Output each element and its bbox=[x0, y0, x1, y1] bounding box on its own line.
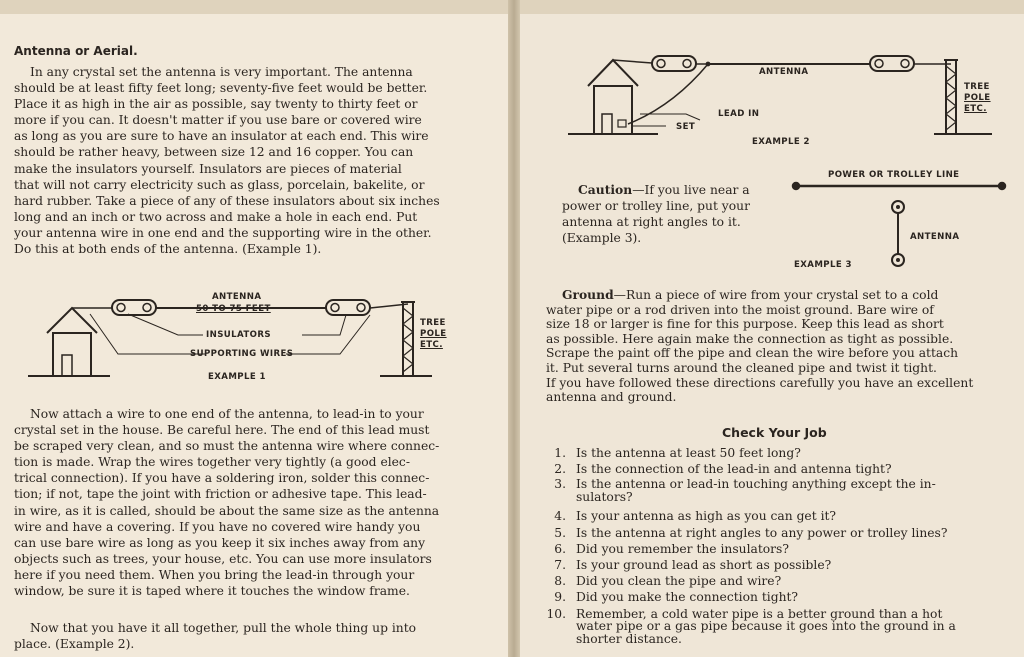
example-2-diagram bbox=[568, 48, 1008, 142]
ex1-insulators-label: INSULATORS bbox=[206, 330, 271, 340]
item-text: Is the connection of the lead-in and antenna tight? bbox=[576, 462, 892, 477]
tree-line: POLE bbox=[420, 329, 447, 339]
text-line: as possible. Here again make the connection as tight as possible. bbox=[546, 331, 954, 346]
tree-line: POLE bbox=[964, 93, 991, 103]
text-line: make the insulators yourself. Insulators are pieces of material bbox=[14, 161, 402, 176]
text-line: long and an inch or two across and make a hole in each end. Put bbox=[14, 209, 418, 224]
text-line: antenna at right angles to it. bbox=[562, 215, 741, 230]
text-line: that will not carry electricity such as glass, porcelain, bakelite, or bbox=[14, 177, 425, 192]
ex1-caption: EXAMPLE 1 bbox=[208, 372, 266, 382]
ex2-antenna-label: ANTENNA bbox=[759, 67, 809, 77]
list-item bbox=[540, 589, 1010, 605]
text-line: size 18 or larger is fine for this purpose. Keep this lead as short bbox=[546, 317, 944, 332]
leadin-paragraph bbox=[14, 406, 496, 599]
text-line: (Example 3). bbox=[562, 231, 642, 246]
list-item bbox=[540, 608, 1010, 646]
ex2-tree-label bbox=[964, 82, 991, 115]
text-line: hard rubber. Take a piece of any of these insulators about six inches bbox=[14, 193, 440, 208]
text-line: tion is made. Wrap the wires together very tightly (a good elec- bbox=[14, 455, 410, 470]
text-line: be scraped very clean, and so must the antenna wire where connec- bbox=[14, 439, 440, 454]
insulator-right bbox=[326, 300, 370, 315]
example-3-diagram bbox=[786, 176, 1008, 272]
text-line: Do this at both ends of the antenna. (Example 1). bbox=[14, 242, 322, 257]
text-line bbox=[562, 182, 784, 198]
tree-line: TREE bbox=[964, 82, 990, 92]
caution-paragraph bbox=[562, 182, 784, 246]
text-line: Scrape the paint off the pipe and clean the wire before you attach bbox=[546, 346, 959, 361]
ground-paragraph bbox=[546, 288, 1008, 405]
item-text: shorter distance. bbox=[576, 631, 682, 646]
text-line: as long as you are sure to have an insulator at each end. This wire bbox=[14, 129, 429, 144]
list-item bbox=[540, 541, 1010, 557]
text-line: In any crystal set the antenna is very important. The antenna bbox=[30, 65, 413, 79]
item-number: 1. bbox=[554, 446, 566, 460]
item-number: 4. bbox=[554, 509, 566, 524]
text-line: crystal set in the house. Be careful here. The end of this lead must bbox=[14, 423, 430, 438]
page-gutter bbox=[508, 0, 520, 657]
text-line: in wire, as it is called, should be about the same size as the antenna bbox=[14, 503, 440, 518]
text-line: place. (Example 2). bbox=[14, 637, 135, 652]
text-line: antenna and ground. bbox=[546, 390, 677, 405]
text-line: more if you can. It doesn't matter if you use bare or covered wire bbox=[14, 113, 422, 128]
list-item bbox=[540, 478, 1010, 504]
ground-text: —Run a piece of wire from your crystal set to a cold bbox=[613, 288, 939, 302]
text-line bbox=[546, 288, 1008, 303]
text-line: should be at least fifty feet long; seventy-five feet would be better. bbox=[14, 81, 428, 96]
item-text: Is the antenna at right angles to any power or trolley lines? bbox=[576, 525, 948, 540]
ex1-tree-label bbox=[420, 318, 447, 351]
text-line: objects such as trees, your house, etc. You can use more insulators bbox=[14, 551, 432, 566]
item-number: 7. bbox=[554, 558, 566, 573]
text-line: tion; if not, tape the joint with friction or adhesive tape. This lead- bbox=[14, 487, 427, 502]
list-item bbox=[540, 557, 1010, 573]
item-number: 3. bbox=[554, 477, 566, 492]
final-paragraph bbox=[14, 620, 496, 652]
item-number: 6. bbox=[554, 541, 566, 556]
text-line: trical connection). If you have a soldering iron, solder this connec- bbox=[14, 471, 430, 486]
text-line: Now attach a wire to one end of the antenna, to lead-in to your bbox=[30, 407, 424, 421]
check-your-job-title: Check Your Job bbox=[722, 425, 827, 440]
item-number: 5. bbox=[554, 525, 566, 540]
item-number: 2. bbox=[554, 462, 566, 477]
text-line: window, be sure it is taped where it touches the window frame. bbox=[14, 584, 410, 599]
text-line: your antenna wire in one end and the supporting wire in the other. bbox=[14, 225, 432, 240]
text-line: Place it as high in the air as possible, say twenty to thirty feet or bbox=[14, 97, 418, 112]
item-text: Is your antenna as high as you can get it? bbox=[576, 509, 837, 524]
item-text: Remember, a cold water pipe is a better ground than a hot bbox=[576, 606, 943, 621]
ex3-power-label: POWER OR TROLLEY LINE bbox=[828, 170, 960, 180]
text-line: Now that you have it all together, pull the whole thing up into bbox=[30, 621, 417, 635]
list-item bbox=[540, 573, 1010, 589]
caution-text: —If you live near a bbox=[632, 183, 750, 197]
text-line: it. Put several turns around the cleaned pipe and twist it tight. bbox=[546, 360, 937, 375]
text-line: wire and have a covering. If you have no covered wire handy you bbox=[14, 519, 421, 534]
ex2-set-label: SET bbox=[676, 122, 696, 132]
item-text: water pipe or a gas pipe because it goes into the ground in a bbox=[576, 619, 956, 634]
text-line: here if you need them. When you bring the lead-in through your bbox=[14, 567, 415, 582]
text-line: water pipe or a rod driven into the moist ground. Bare wire of bbox=[546, 302, 934, 317]
ex1-supporting-label: SUPPORTING WIRES bbox=[190, 349, 294, 359]
list-item bbox=[540, 525, 1010, 541]
list-item bbox=[540, 445, 1010, 461]
ex2-caption: EXAMPLE 2 bbox=[752, 137, 810, 147]
insulator-left bbox=[112, 300, 156, 315]
item-text: Did you remember the insulators? bbox=[576, 541, 789, 556]
list-item bbox=[540, 461, 1010, 477]
antenna-heading: Antenna or Aerial. bbox=[14, 44, 138, 58]
item-text: sulators? bbox=[576, 490, 633, 505]
item-text: Is the antenna or lead-in touching anything except the in- bbox=[576, 477, 936, 492]
caution-term: Caution bbox=[578, 182, 633, 197]
ex1-antenna-label: ANTENNA bbox=[212, 292, 262, 302]
text-line: If you have followed these directions carefully you have an excellent bbox=[546, 375, 974, 390]
text-line: should be rather heavy, between size 12 and 16 copper. You can bbox=[14, 145, 414, 160]
ex3-antenna-label: ANTENNA bbox=[910, 232, 960, 242]
item-number: 10. bbox=[546, 606, 566, 621]
text-line: power or trolley line, put your bbox=[562, 199, 750, 214]
house-roof bbox=[47, 308, 97, 333]
checklist bbox=[540, 445, 1010, 645]
tree-line: ETC. bbox=[420, 340, 443, 350]
item-text: Is your ground lead as short as possible? bbox=[576, 558, 832, 573]
antenna-intro-paragraph bbox=[14, 64, 496, 257]
tree-line: TREE bbox=[420, 318, 446, 328]
ex1-length-label: 50 TO 75 FEET bbox=[196, 304, 271, 314]
item-number: 9. bbox=[554, 590, 566, 605]
list-item bbox=[540, 508, 1010, 524]
ex3-caption: EXAMPLE 3 bbox=[794, 260, 852, 270]
item-text: Did you clean the pipe and wire? bbox=[576, 574, 782, 589]
item-text: Is the antenna at least 50 feet long? bbox=[576, 446, 801, 460]
item-number: 8. bbox=[554, 574, 566, 589]
item-text: Did you make the connection tight? bbox=[576, 590, 799, 605]
text-line: can use bare wire as long as you keep it six inches away from any bbox=[14, 535, 426, 550]
tree-line: ETC. bbox=[964, 104, 987, 114]
ground-term: Ground bbox=[562, 287, 614, 302]
ex2-leadin-label: LEAD IN bbox=[718, 109, 760, 119]
